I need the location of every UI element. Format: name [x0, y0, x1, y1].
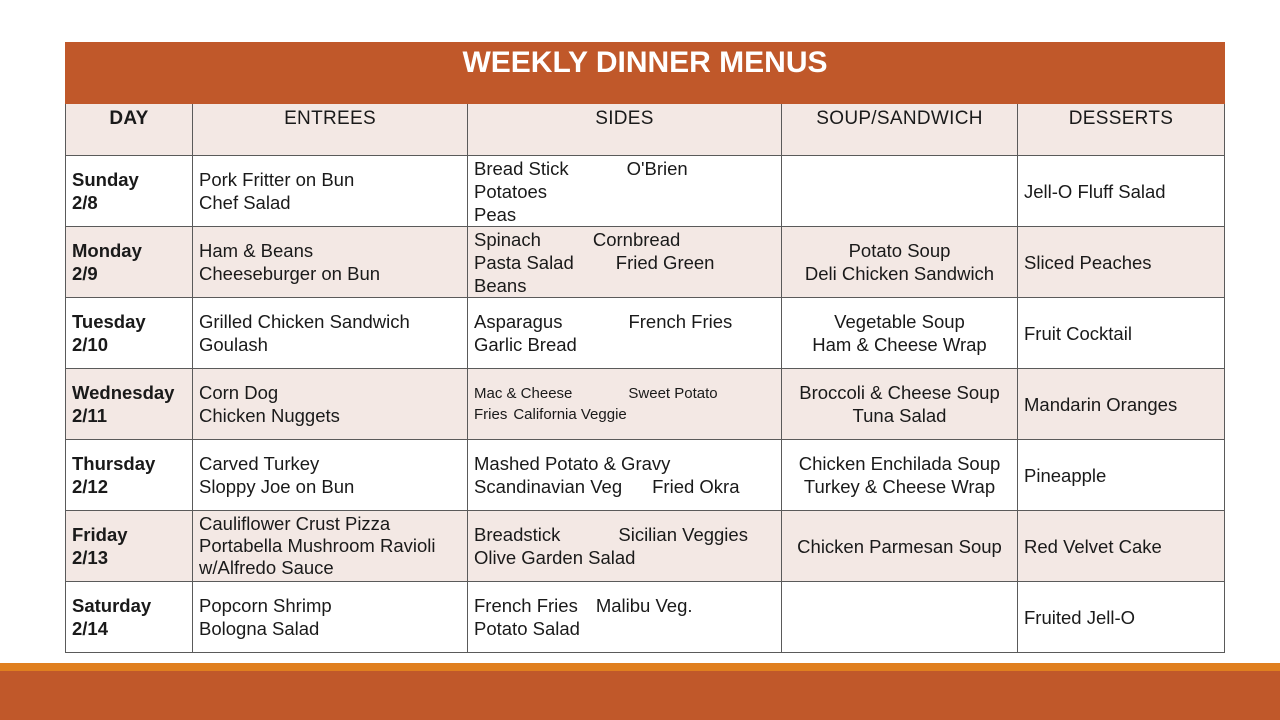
soup-sandwich-cell [782, 156, 1018, 227]
day-cell [66, 227, 193, 298]
side-item: Scandinavian Veg [474, 476, 623, 497]
entrees-cell [193, 227, 468, 298]
dessert-cell: Fruit Cocktail [1018, 298, 1225, 369]
sandwich-item: Deli Chicken Sandwich [804, 263, 995, 284]
entrees-cell [193, 156, 468, 227]
sides-line [474, 228, 775, 251]
soup-item: Vegetable Soup [834, 311, 965, 332]
column-header-soup-sandwich: SOUP/SANDWICH [782, 104, 1018, 156]
side-item: Fried Okra [652, 476, 740, 497]
side-item: California Veggie [513, 406, 627, 423]
soup-sandwich-cell [782, 369, 1018, 440]
entrees-cell [193, 511, 468, 582]
menu-row-wednesday [66, 369, 1225, 440]
side-item: Breadstick [474, 524, 561, 545]
day-cell [66, 440, 193, 511]
entree-item: Portabella Mushroom Ravioli [199, 535, 436, 556]
side-item: Mashed Potato & Gravy [474, 453, 671, 474]
entree-item: Pork Fritter on Bun [199, 169, 355, 190]
sides-cell [468, 440, 782, 511]
dessert-cell: Pineapple [1018, 440, 1225, 511]
side-item: Peas [474, 203, 517, 225]
entree-item: Cheeseburger on Bun [199, 263, 381, 284]
day-name: Monday [72, 240, 142, 261]
day-cell [66, 369, 193, 440]
soup-sandwich-cell [782, 511, 1018, 582]
entree-item: Ham & Beans [199, 240, 314, 261]
column-header-desserts: DESSERTS [1018, 104, 1225, 156]
entree-item: Chicken Nuggets [199, 405, 340, 426]
side-item: Beans [474, 274, 527, 296]
soup-item: Chicken Enchilada Soup [798, 453, 1001, 474]
weekly-dinner-menu-table [65, 42, 1225, 653]
menu-row-friday [66, 511, 1225, 582]
day-name: Thursday [72, 453, 156, 474]
day-cell [66, 511, 193, 582]
menu-row-monday [66, 227, 1225, 298]
day-name: Saturday [72, 595, 152, 616]
side-item: Mac & Cheese [474, 385, 573, 402]
entree-item: Bologna Salad [199, 618, 320, 639]
day-cell [66, 298, 193, 369]
entrees-cell [193, 298, 468, 369]
dessert-cell: Fruited Jell-O [1018, 582, 1225, 653]
side-item: Sweet Potato [628, 385, 718, 402]
sides-cell [468, 582, 782, 653]
column-header-sides: SIDES [468, 104, 782, 156]
sides-line [474, 157, 775, 180]
sides-cell [468, 369, 782, 440]
dessert-cell: Mandarin Oranges [1018, 369, 1225, 440]
soup-sandwich-cell [782, 582, 1018, 653]
day-name: Friday [72, 524, 128, 545]
day-date: 2/11 [72, 405, 107, 426]
sides-cell [468, 511, 782, 582]
side-item: Malibu Veg. [595, 595, 693, 616]
day-name: Wednesday [72, 382, 175, 403]
entree-item: Cauliflower Crust Pizza [199, 513, 391, 534]
entree-item: Goulash [199, 334, 268, 355]
sides-line [474, 404, 775, 425]
sides-line [474, 475, 775, 498]
side-item: Olive Garden Salad [474, 547, 636, 568]
footer-band [0, 671, 1280, 720]
menu-title-cell [66, 43, 1225, 104]
entree-item: w/Alfredo Sauce [199, 557, 334, 578]
column-header-entrees: ENTREES [193, 104, 468, 156]
side-item: Fries [474, 406, 508, 423]
soup-item: Broccoli & Cheese Soup [799, 382, 1000, 403]
entree-item: Chef Salad [199, 192, 291, 213]
side-item: Potatoes [474, 180, 548, 202]
column-header-row [66, 104, 1225, 156]
day-date: 2/10 [72, 334, 109, 355]
entree-item: Sloppy Joe on Bun [199, 476, 355, 497]
day-name: Sunday [72, 169, 139, 190]
menu-title: WEEKLY DINNER MENUS [462, 46, 828, 79]
side-item: Bread Stick [474, 157, 569, 179]
menu-row-sunday [66, 156, 1225, 227]
day-date: 2/9 [72, 263, 98, 284]
menu-row-tuesday [66, 298, 1225, 369]
entrees-cell [193, 369, 468, 440]
side-item: Cornbread [592, 228, 681, 250]
day-cell [66, 156, 193, 227]
sides-cell [468, 156, 782, 227]
sides-line [474, 310, 775, 333]
day-date: 2/13 [72, 547, 109, 568]
sides-line [474, 523, 775, 546]
sandwich-item: Turkey & Cheese Wrap [803, 476, 996, 497]
sides-line [474, 383, 775, 404]
dessert-cell: Sliced Peaches [1018, 227, 1225, 298]
sides-line [474, 594, 775, 617]
footer-accent-line [0, 663, 1280, 671]
day-date: 2/14 [72, 618, 109, 639]
day-date: 2/8 [72, 192, 98, 213]
soup-item: Chicken Parmesan Soup [797, 535, 1002, 557]
side-item: Pasta Salad [474, 251, 574, 273]
entree-item: Carved Turkey [199, 453, 320, 474]
soup-sandwich-cell [782, 298, 1018, 369]
soup-sandwich-cell [782, 440, 1018, 511]
entrees-cell [193, 440, 468, 511]
dessert-cell: Jell-O Fluff Salad [1018, 156, 1225, 227]
day-name: Tuesday [72, 311, 146, 332]
dessert-cell: Red Velvet Cake [1018, 511, 1225, 582]
side-item: Garlic Bread [474, 334, 577, 355]
sides-cell [468, 227, 782, 298]
sandwich-item: Ham & Cheese Wrap [812, 334, 987, 355]
side-item: French Fries [474, 595, 578, 616]
side-item: French Fries [628, 311, 733, 332]
sandwich-item: Tuna Salad [852, 405, 947, 426]
entrees-cell [193, 582, 468, 653]
column-header-day: DAY [66, 104, 193, 156]
side-item: Asparagus [474, 311, 563, 332]
day-cell [66, 582, 193, 653]
entree-item: Grilled Chicken Sandwich [199, 311, 410, 332]
sides-line [474, 251, 775, 274]
sides-cell [468, 298, 782, 369]
entree-item: Popcorn Shrimp [199, 595, 332, 616]
day-date: 2/12 [72, 476, 109, 497]
menu-row-thursday [66, 440, 1225, 511]
side-item: O'Brien [626, 157, 688, 179]
soup-sandwich-cell [782, 227, 1018, 298]
entree-item: Corn Dog [199, 382, 279, 403]
side-item: Fried Green [615, 251, 715, 273]
side-item: Sicilian Veggies [618, 524, 748, 545]
menu-row-saturday [66, 582, 1225, 653]
side-item: Spinach [474, 228, 541, 250]
side-item: Potato Salad [474, 618, 580, 639]
soup-item: Potato Soup [848, 240, 951, 261]
